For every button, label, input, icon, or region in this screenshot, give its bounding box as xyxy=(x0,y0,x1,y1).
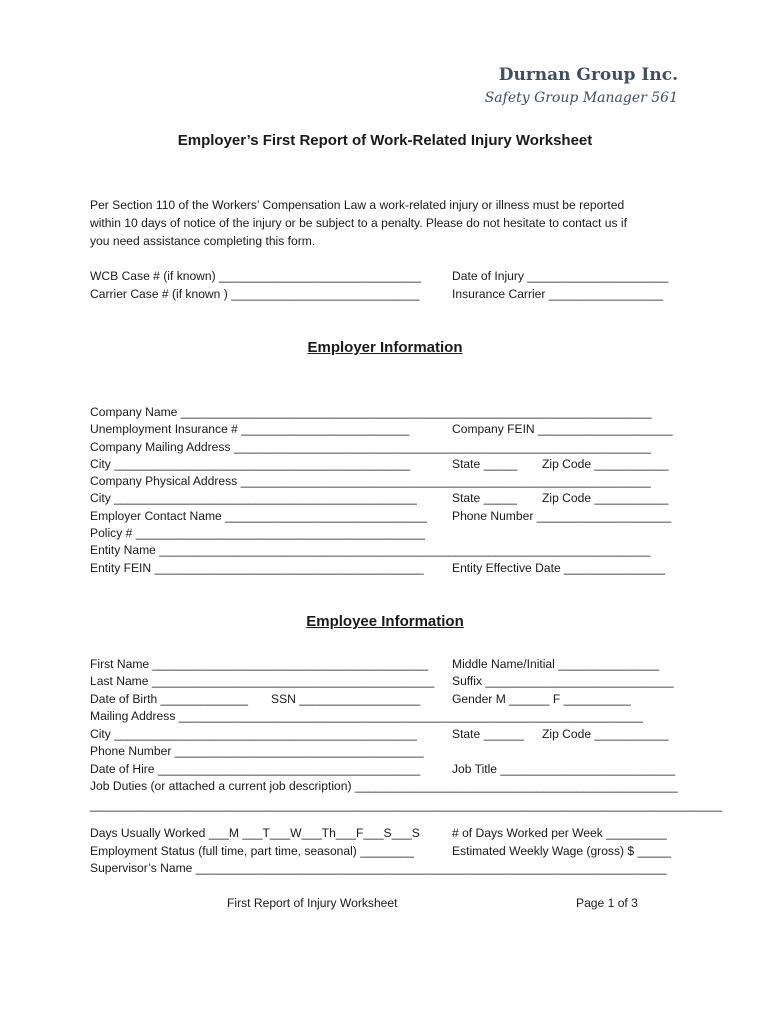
employee-row xyxy=(90,760,690,778)
employer-physical-zip-field[interactable]: Zip Code ___________ xyxy=(542,491,669,505)
employee-section-heading: Employee Information xyxy=(306,613,464,630)
intro-line: Per Section 110 of the Workers’ Compensation Law a work-related injury or illness must be reported xyxy=(90,198,625,212)
company-name: Durnan Group Inc. xyxy=(498,65,678,85)
employee-phone-field[interactable]: Phone Number _____________________________________ xyxy=(90,744,424,758)
entity-effective-date-field[interactable]: Entity Effective Date _______________ xyxy=(452,561,665,575)
first-name-field[interactable]: First Name _________________________________________ xyxy=(90,657,429,671)
employee-row xyxy=(90,655,690,673)
company-header xyxy=(485,64,678,109)
employer-city-field[interactable]: City ____________________________________________ xyxy=(90,457,411,471)
employee-row xyxy=(90,707,690,725)
employee-row xyxy=(90,842,690,860)
company-mailing-address-field[interactable]: Company Mailing Address ______________________________________________________________ xyxy=(90,440,651,454)
employee-row xyxy=(90,690,690,708)
employee-row xyxy=(90,725,690,743)
company-physical-address-field[interactable]: Company Physical Address _____________________________________________________________ xyxy=(90,474,651,488)
employer-row xyxy=(90,489,690,507)
employer-row xyxy=(90,541,690,559)
employment-status-field[interactable]: Employment Status (full time, part time, seasonal) ________ xyxy=(90,844,415,858)
intro-line: you need assistance completing this form. xyxy=(90,234,316,248)
case-row-wcb xyxy=(90,267,690,285)
employer-row xyxy=(90,559,690,577)
employer-row xyxy=(90,438,690,456)
case-row-carrier xyxy=(90,285,690,303)
employer-physical-state-field[interactable]: State _____ xyxy=(452,491,518,505)
employer-row xyxy=(90,472,690,490)
employee-row xyxy=(90,777,690,795)
footer-document-title: First Report of Injury Worksheet xyxy=(227,896,398,910)
page-title: Employer’s First Report of Work-Related Injury Worksheet xyxy=(177,132,593,149)
employer-row xyxy=(90,507,690,525)
date-of-injury-field[interactable]: Date of Injury _____________________ xyxy=(452,269,669,283)
intro-line: within 10 days of notice of the injury or be subject to a penalty. Please do not hesitate to contact us if xyxy=(90,216,627,230)
ssn-field[interactable]: SSN __________________ xyxy=(271,692,421,706)
employer-zip-field[interactable]: Zip Code ___________ xyxy=(542,457,669,471)
job-title-field[interactable]: Job Title __________________________ xyxy=(452,762,676,776)
intro-paragraph xyxy=(90,196,680,250)
entity-fein-field[interactable]: Entity FEIN ________________________________________ xyxy=(90,561,424,575)
employee-row xyxy=(90,824,690,842)
employer-physical-city-field[interactable]: City _____________________________________________ xyxy=(90,491,417,505)
employer-row xyxy=(90,403,690,421)
employee-zip-field[interactable]: Zip Code ___________ xyxy=(542,727,669,741)
supervisor-name-field[interactable]: Supervisor’s Name ______________________________________________________________________ xyxy=(90,861,667,875)
company-fein-field[interactable]: Company FEIN ____________________ xyxy=(452,422,673,436)
estimated-weekly-wage-field[interactable]: Estimated Weekly Wage (gross) $ _____ xyxy=(452,844,672,858)
employee-mailing-address-field[interactable]: Mailing Address _____________________________________________________________________ xyxy=(90,709,643,723)
employee-state-field[interactable]: State ______ xyxy=(452,727,524,741)
employer-contact-name-field[interactable]: Employer Contact Name ______________________________ xyxy=(90,509,427,523)
middle-name-field[interactable]: Middle Name/Initial _______________ xyxy=(452,657,660,671)
job-duties-field[interactable]: Job Duties (or attached a current job description) ________________________________________________ xyxy=(90,779,678,793)
company-name-field[interactable]: Company Name ______________________________________________________________________ xyxy=(90,405,652,419)
footer-page-number: Page 1 of 3 xyxy=(576,896,638,910)
employee-city-field[interactable]: City _____________________________________________ xyxy=(90,727,417,741)
employee-row xyxy=(90,742,690,760)
days-worked-per-week-field[interactable]: # of Days Worked per Week _________ xyxy=(452,826,667,840)
entity-name-field[interactable]: Entity Name _________________________________________________________________________ xyxy=(90,543,651,557)
employer-phone-number-field[interactable]: Phone Number ____________________ xyxy=(452,509,672,523)
employer-section-heading: Employer Information xyxy=(307,339,463,356)
wcb-case-field[interactable]: WCB Case # (if known) ______________________________ xyxy=(90,269,421,283)
date-of-birth-field[interactable]: Date of Birth _____________ xyxy=(90,692,249,706)
days-usually-worked-field[interactable]: Days Usually Worked ___M ___T___W___Th___F___S___S xyxy=(90,826,420,840)
employer-row xyxy=(90,455,690,473)
job-duties-continuation-line[interactable]: ______________________________________________________________________________________________ xyxy=(90,798,723,812)
employer-row xyxy=(90,420,690,438)
unemployment-insurance-field[interactable]: Unemployment Insurance # _________________________ xyxy=(90,422,410,436)
suffix-field[interactable]: Suffix ____________________________ xyxy=(452,674,674,688)
employee-row xyxy=(90,796,723,814)
employer-row xyxy=(90,524,690,542)
employee-row xyxy=(90,859,690,877)
carrier-case-field[interactable]: Carrier Case # (if known ) ____________________________ xyxy=(90,287,420,301)
policy-number-field[interactable]: Policy # ___________________________________________ xyxy=(90,526,425,540)
company-subtitle: Safety Group Manager 561 xyxy=(484,90,678,106)
employee-row xyxy=(90,672,690,690)
employer-state-field[interactable]: State _____ xyxy=(452,457,518,471)
last-name-field[interactable]: Last Name __________________________________________ xyxy=(90,674,435,688)
gender-field[interactable]: Gender M ______ F __________ xyxy=(452,692,631,706)
insurance-carrier-field[interactable]: Insurance Carrier _________________ xyxy=(452,287,664,301)
date-of-hire-field[interactable]: Date of Hire _______________________________________ xyxy=(90,762,421,776)
